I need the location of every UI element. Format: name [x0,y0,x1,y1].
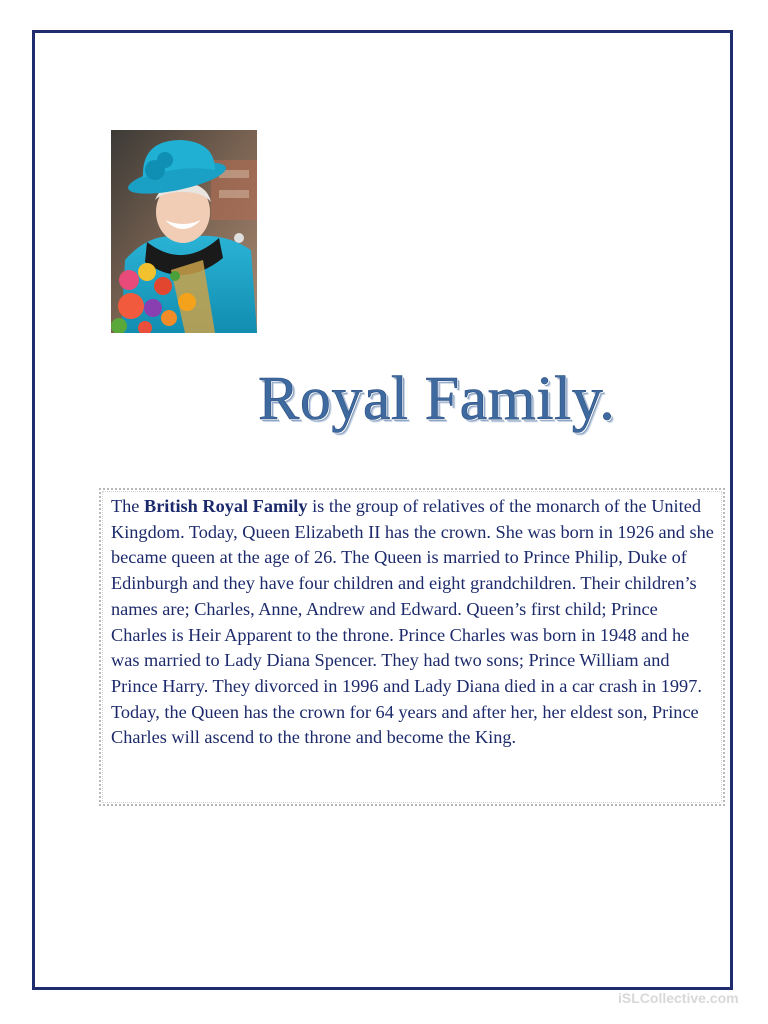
queen-photo [111,130,257,333]
watermark: iSLCollective.com [618,990,739,1006]
passage-paragraph [111,494,715,751]
passage-box [99,488,725,806]
passage-body: is the group of relatives of the monarch of the United Kingdom. Today, Queen Elizabeth II has the crown. She was born in 1926 and she became queen at the age of 26. The Queen is married to Prince Philip, Duke of Edinburgh and they have four children and eight grandchildren. Their children’s names are; Charles, Anne, Andrew and Edward. Queen’s first child; Prince Charles is Heir Apparent to the throne. Prince Charles was born in 1948 and he was married to Lady Diana Spencer. They had two sons; Prince William and Prince Harry. They divorced in 1996 and Lady Diana died in a car crash in 1997. Today, the Queen has the crown for 64 years and after her, her eldest son, Prince Charles will ascend to the throne and become the King. [111,496,714,748]
queen-portrait-image [111,130,257,333]
passage-bold-phrase: British Royal Family [144,496,308,516]
passage-intro: The [111,496,144,516]
page-title: Royal Family. [258,365,616,433]
